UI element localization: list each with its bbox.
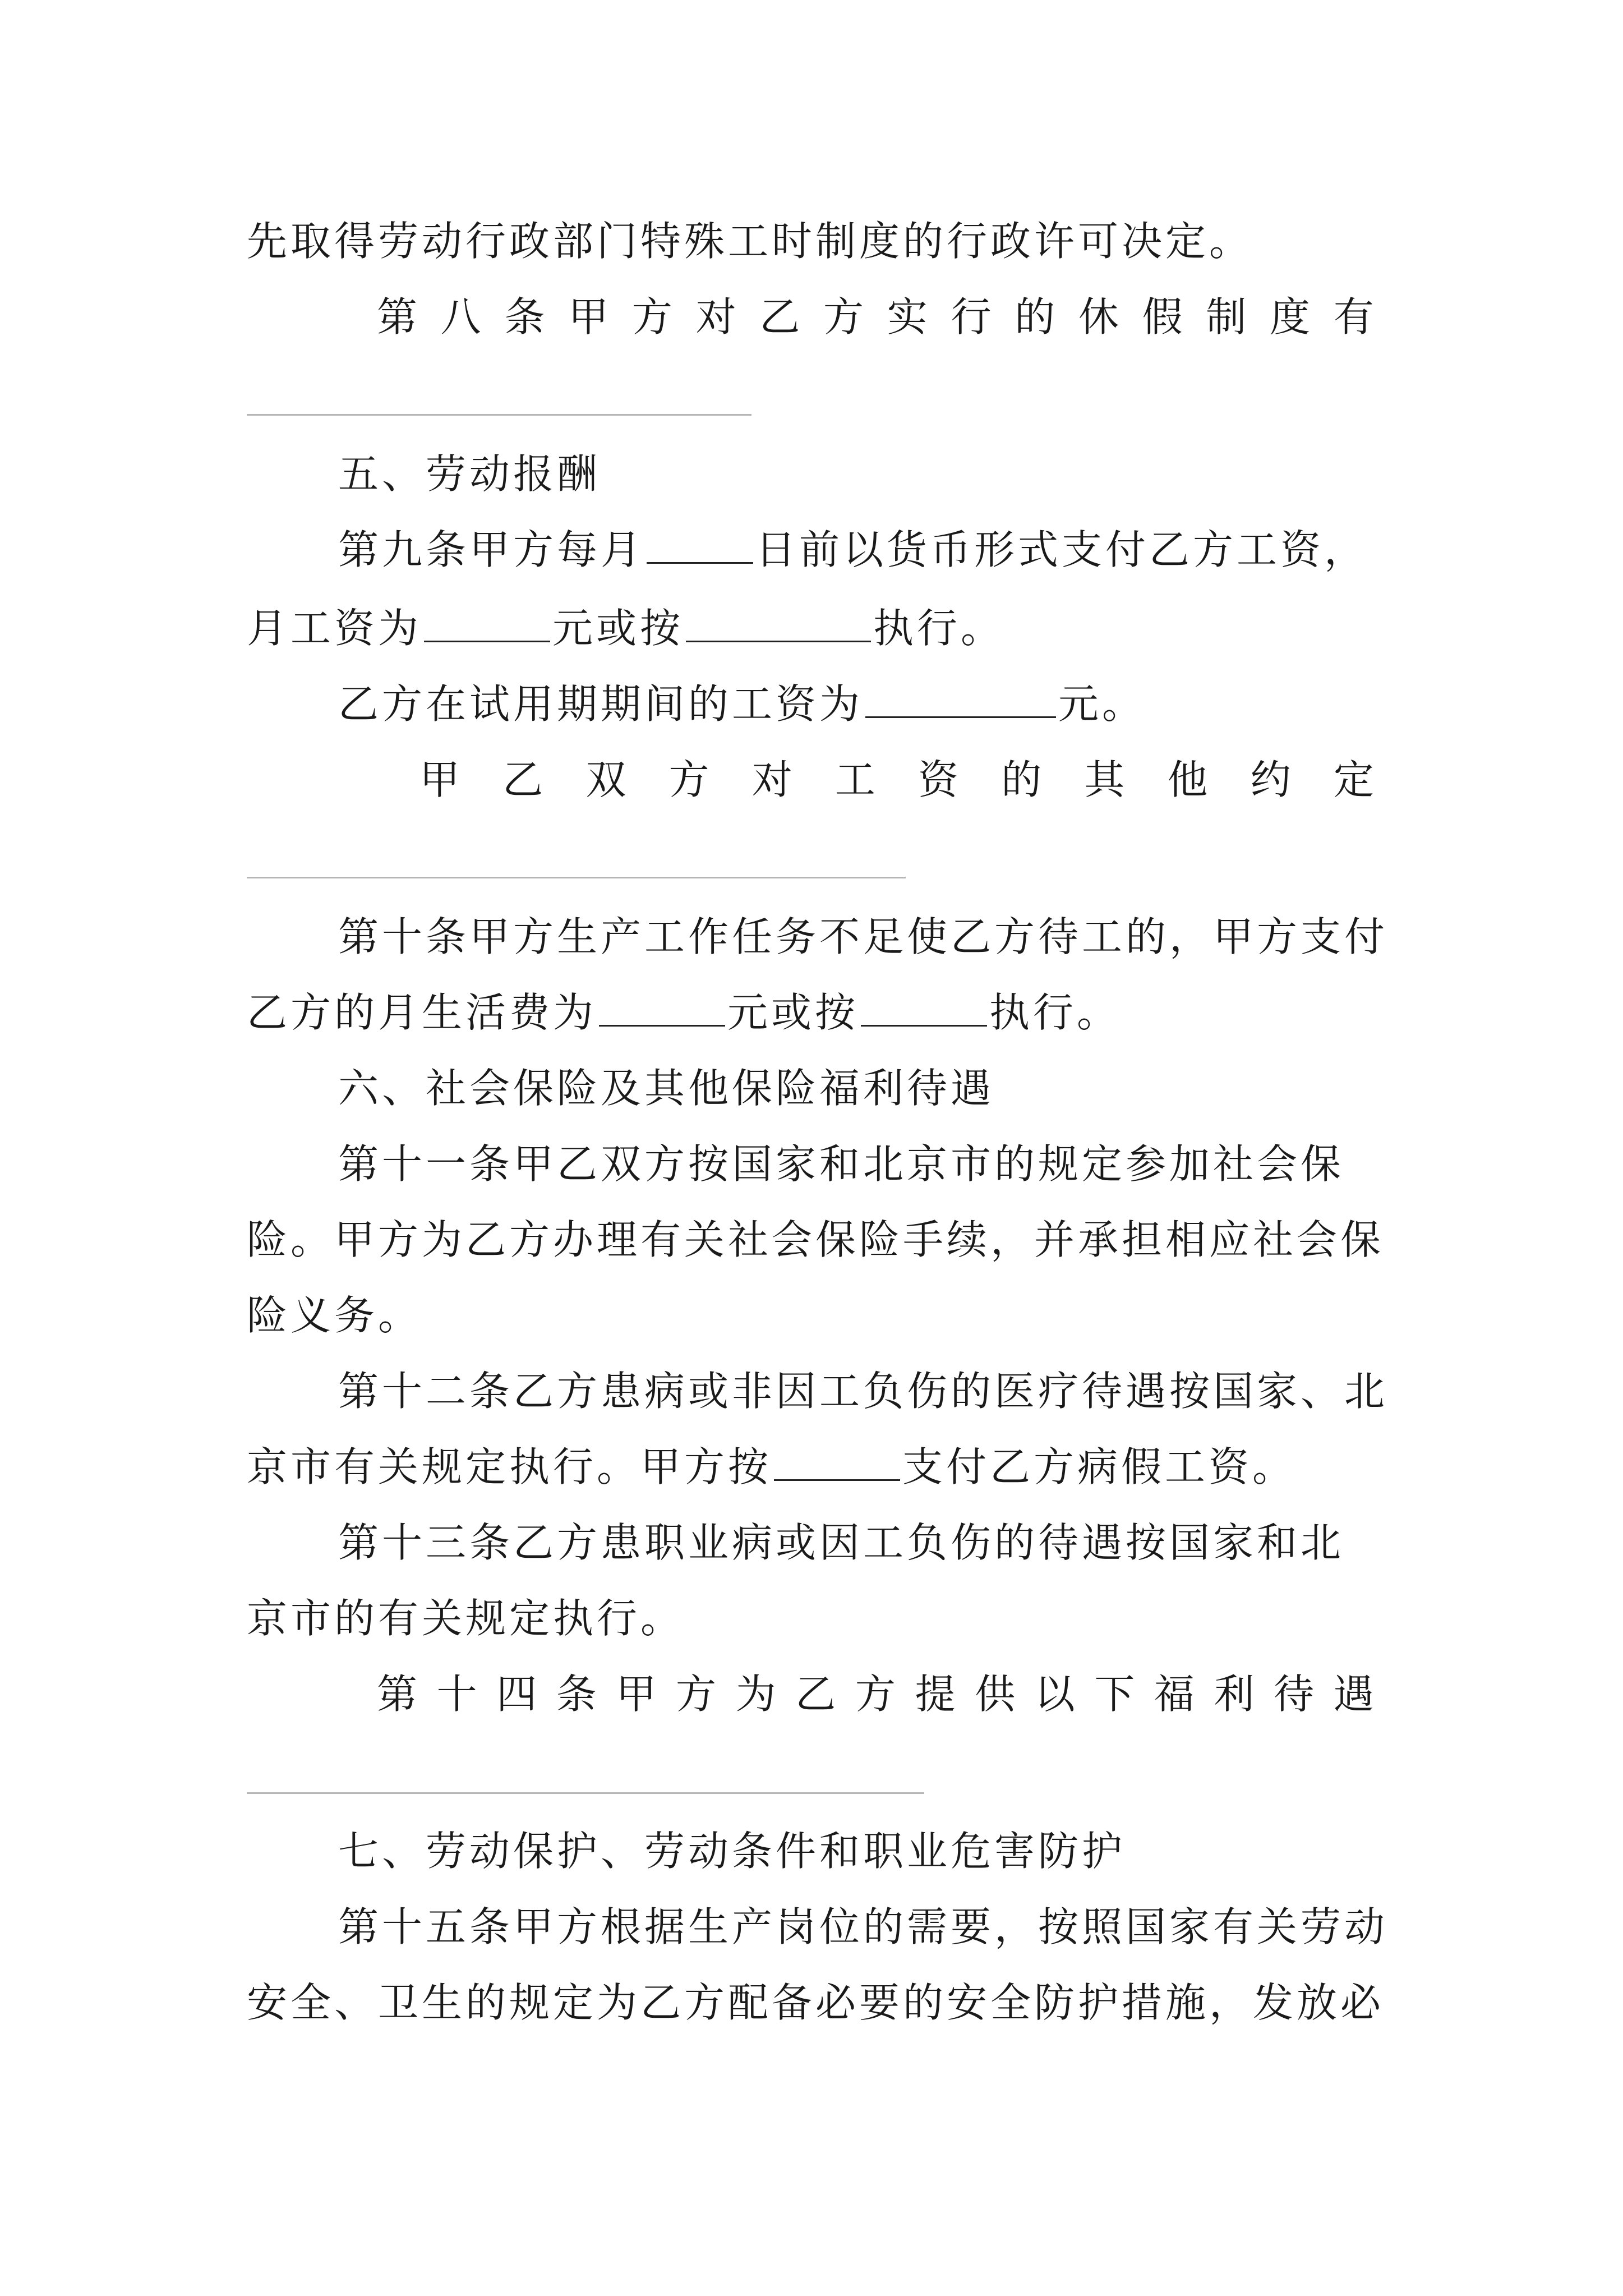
char: 定 [1333, 756, 1374, 803]
text-line: 第十五条甲方根据生产岗位的需要，按照国家有关劳动 [338, 1903, 1389, 1950]
char: 约 [1250, 756, 1291, 803]
char: 假 [1142, 293, 1183, 341]
char: 方 [668, 756, 709, 803]
char: 供 [975, 1671, 1016, 1718]
char: 甲 [616, 1671, 657, 1718]
char: 甲 [419, 756, 460, 803]
text-line: 第十一条甲乙双方按国家和北京市的规定参加社会保 [338, 1140, 1345, 1188]
text-line: 安全、卫生的规定为乙方配备必要的安全防护措施，发放必 [247, 1979, 1385, 2026]
char: 以 [1034, 1671, 1075, 1718]
char: 方 [631, 293, 672, 341]
text-segment: 乙方在试用期期间的工资为 [338, 680, 864, 728]
text-line: 第十三条乙方患职业病或因工负伤的待遇按国家和北 [338, 1519, 1345, 1566]
article-14-line [377, 1666, 1374, 1722]
char: 为 [735, 1671, 776, 1718]
article-9-line-1 [338, 522, 1368, 578]
article-9-line-2 [247, 600, 1004, 656]
char: 的 [1001, 756, 1042, 803]
text-segment: 元或按 [552, 605, 684, 652]
article-8-line [377, 289, 1374, 345]
text-segment: 乙方的月生活费为 [247, 989, 597, 1036]
char: 乙 [795, 1671, 836, 1718]
char: 资 [918, 756, 959, 803]
fill-in-rule [247, 877, 906, 878]
char: 度 [1270, 293, 1311, 341]
char: 第 [377, 1671, 418, 1718]
text-segment: 支付乙方病假工资。 [902, 1443, 1297, 1490]
blank-field [424, 608, 550, 642]
char: 遇 [1333, 1671, 1374, 1718]
char: 工 [834, 756, 875, 803]
blank-field [865, 684, 1056, 718]
blank-field [774, 1447, 900, 1481]
char: 八 [440, 293, 481, 341]
text-segment: 执行。 [989, 989, 1121, 1036]
text-line: 第十条甲方生产工作任务不足使乙方待工的，甲方支付 [338, 913, 1389, 960]
char: 第 [377, 293, 418, 341]
char: 四 [496, 1671, 537, 1718]
char: 方 [855, 1671, 896, 1718]
text-segment: 日前以货币形式支付乙方工资， [755, 526, 1368, 573]
char: 的 [1015, 293, 1055, 341]
text-line: 险义务。 [247, 1292, 422, 1339]
fill-in-rule [247, 414, 751, 416]
blank-field [861, 992, 987, 1027]
text-segment: 第九条甲方每月 [338, 526, 645, 573]
text-segment: 月工资为 [247, 605, 422, 652]
char: 利 [1214, 1671, 1255, 1718]
char: 条 [504, 293, 545, 341]
char: 他 [1167, 756, 1208, 803]
char: 休 [1078, 293, 1119, 341]
blank-field [599, 992, 725, 1027]
section-heading: 七、劳动保护、劳动条件和职业危害防护 [338, 1828, 1126, 1875]
text-line: 第十二条乙方患病或非因工负伤的医疗待遇按国家、北 [338, 1368, 1389, 1415]
char: 实 [887, 293, 928, 341]
article-10-line-2 [247, 984, 1121, 1041]
char: 其 [1084, 756, 1125, 803]
text-segment: 执行。 [873, 605, 1005, 652]
char: 甲 [568, 293, 609, 341]
section-heading: 五、劳动报酬 [338, 450, 601, 498]
wage-other-line [419, 752, 1374, 808]
blank-field [647, 530, 753, 564]
char: 行 [951, 293, 992, 341]
text-line: 京市的有关规定执行。 [247, 1595, 685, 1642]
text-segment: 元或按 [727, 989, 859, 1036]
probation-wage-line [338, 676, 1146, 732]
text-line: 先取得劳动行政部门特殊工时制度的行政许可决定。 [247, 218, 1253, 265]
char: 对 [695, 293, 736, 341]
char: 下 [1094, 1671, 1135, 1718]
char: 待 [1274, 1671, 1315, 1718]
blank-field [686, 608, 871, 642]
article-12-line-2 [247, 1439, 1296, 1495]
char: 有 [1333, 293, 1374, 341]
char: 提 [915, 1671, 956, 1718]
char: 双 [585, 756, 626, 803]
text-segment: 元。 [1058, 680, 1146, 728]
char: 条 [556, 1671, 597, 1718]
char: 对 [751, 756, 792, 803]
char: 十 [436, 1671, 477, 1718]
char: 福 [1154, 1671, 1195, 1718]
section-heading: 六、社会保险及其他保险福利待遇 [338, 1065, 995, 1112]
text-segment: 京市有关规定执行。甲方按 [247, 1443, 772, 1490]
text-line: 险。甲方为乙方办理有关社会保险手续，并承担相应社会保 [247, 1216, 1385, 1263]
char: 方 [823, 293, 864, 341]
char: 乙 [502, 756, 543, 803]
fill-in-rule [247, 1792, 924, 1794]
char: 方 [676, 1671, 717, 1718]
char: 制 [1206, 293, 1247, 341]
char: 乙 [759, 293, 800, 341]
